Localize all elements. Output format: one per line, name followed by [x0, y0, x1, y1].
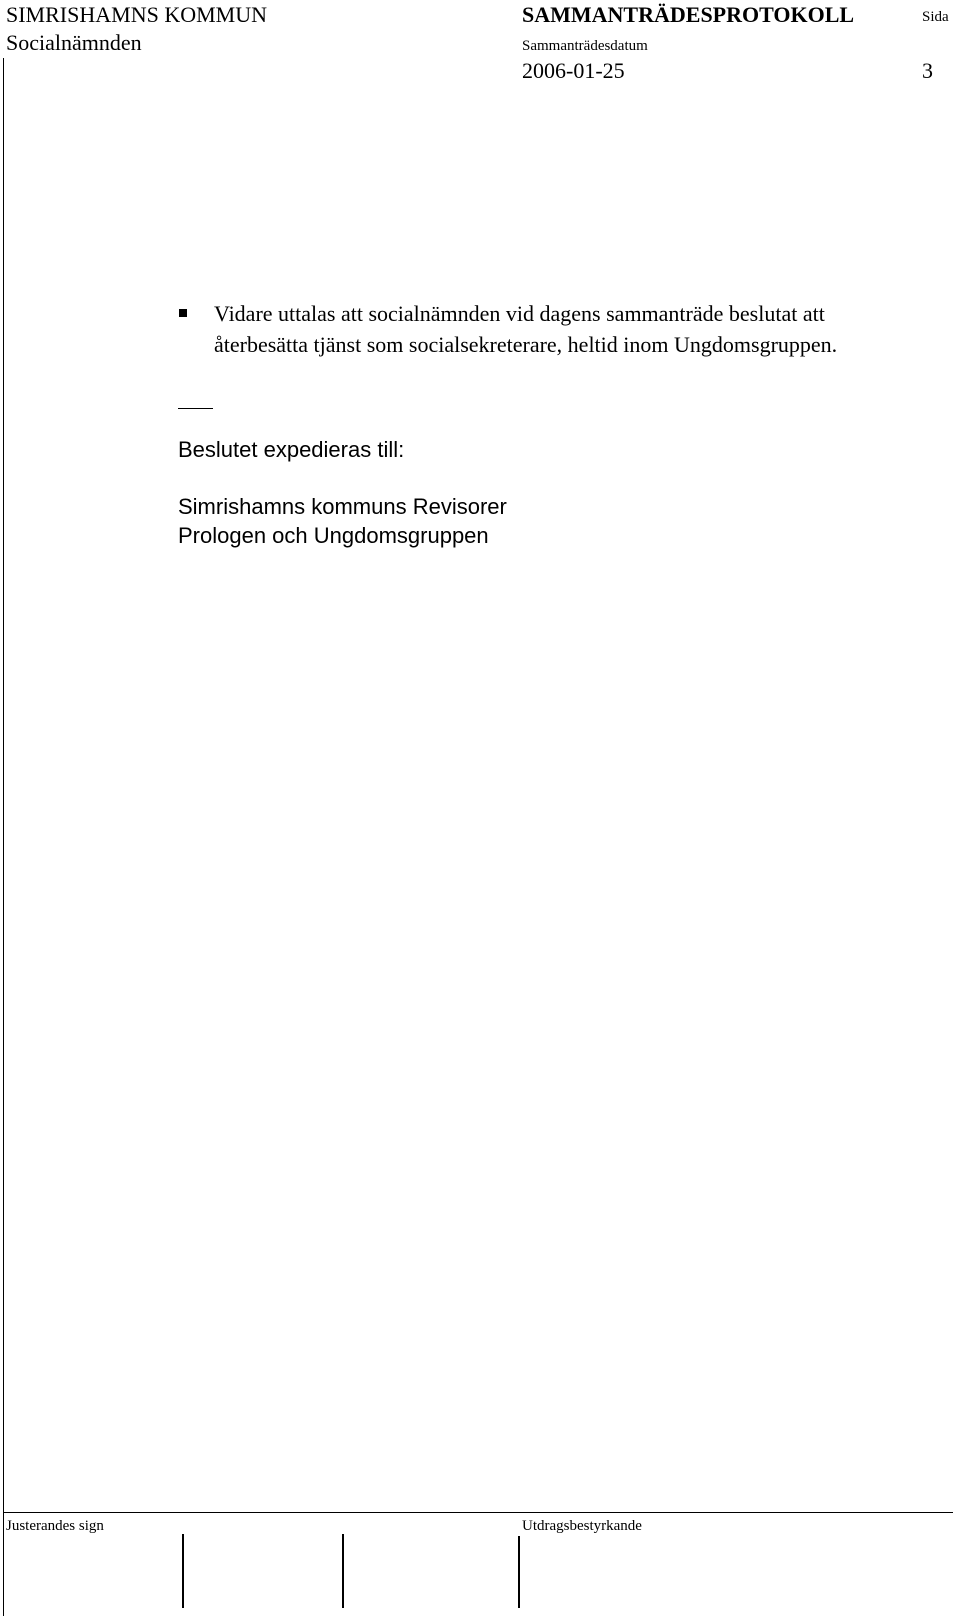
- left-margin-rule: [3, 58, 4, 1616]
- dispatch-heading: Beslutet expedieras till:: [178, 437, 405, 462]
- date-label: Sammanträdesdatum: [522, 38, 648, 54]
- recipient-list-item: Prologen och Ungdomsgruppen: [178, 523, 489, 548]
- municipality-name: SIMRISHAMNS KOMMUN: [6, 2, 267, 27]
- recipient-list-item: Simrishamns kommuns Revisorer: [178, 494, 507, 519]
- footer-rule: [3, 1512, 953, 1513]
- document-type: SAMMANTRÄDESPROTOKOLL: [522, 2, 855, 27]
- signature-box-divider: [518, 1536, 520, 1608]
- signature-box-divider: [342, 1534, 344, 1608]
- page-label: Sida: [922, 9, 949, 25]
- committee-name: Socialnämnden: [6, 30, 142, 55]
- footer-label-utdragsbestyrkande: Utdragsbestyrkande: [522, 1518, 642, 1534]
- meeting-date: 2006-01-25: [522, 58, 625, 83]
- signature-box-divider: [182, 1534, 184, 1608]
- bullet-square-icon: [179, 309, 187, 317]
- decision-text-line-2: återbesätta tjänst som socialsekreterare, heltid inom Ungdomsgruppen.: [214, 332, 838, 357]
- page-number: 3: [922, 58, 933, 83]
- footer-label-justerandes-sign: Justerandes sign: [6, 1518, 104, 1534]
- section-divider: [178, 408, 213, 409]
- decision-text-line-1: Vidare uttalas att socialnämnden vid dagens sammanträde beslutat att: [214, 301, 825, 326]
